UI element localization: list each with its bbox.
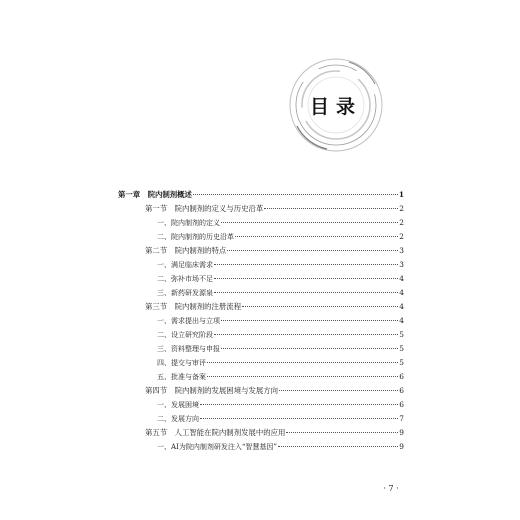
toc-item-row[interactable]	[118, 342, 404, 356]
toc-entry-page: 5	[399, 344, 404, 353]
toc-entry-page: 6	[399, 386, 404, 395]
page-number: · 7 ·	[383, 484, 399, 493]
toc-entry-label: 三、新药研发源泉	[157, 289, 213, 297]
toc-entry-label: 第四节 院内制剂的发展困境与发展方向	[145, 386, 279, 395]
toc-item-row[interactable]	[118, 370, 404, 384]
toc-entry-page: 4	[399, 274, 404, 283]
dot-leader	[214, 278, 398, 279]
toc-entry-page: 7	[399, 414, 404, 423]
dot-leader	[235, 236, 398, 237]
toc-entry-page: 4	[399, 302, 404, 311]
toc-entry-page: 5	[399, 330, 404, 339]
toc-chapter-row[interactable]	[118, 188, 404, 202]
toc-item-row[interactable]	[118, 398, 404, 412]
toc-entry-label: 一、发展困境	[157, 401, 199, 409]
toc-entry-label: 二、弥补市场不足	[157, 275, 213, 283]
dot-leader	[286, 432, 398, 433]
toc-entry-page: 3	[399, 260, 404, 269]
toc-entry-page: 2	[399, 218, 404, 227]
toc-title: 目录	[309, 95, 362, 118]
dot-leader	[264, 208, 398, 209]
toc-entry-label: 二、院内制剂的历史沿革	[157, 233, 234, 241]
dot-leader	[214, 334, 398, 335]
toc-item-row[interactable]	[118, 272, 404, 286]
table-of-contents	[118, 188, 404, 454]
toc-entry-label: 第一节 院内制剂的定义与历史沿革	[145, 204, 264, 213]
toc-entry-page: 5	[399, 358, 404, 367]
toc-section-row[interactable]	[118, 384, 404, 398]
dot-leader	[242, 306, 398, 307]
toc-item-row[interactable]	[118, 314, 404, 328]
dot-leader	[221, 320, 398, 321]
toc-item-row[interactable]	[118, 440, 404, 454]
dot-leader	[207, 376, 398, 377]
dot-leader	[200, 404, 398, 405]
toc-entry-label: 五、批准与备案	[157, 373, 206, 381]
toc-item-row[interactable]	[118, 356, 404, 370]
toc-entry-label: 四、提交与审评	[157, 359, 206, 367]
toc-entry-page: 2	[399, 204, 404, 213]
toc-entry-label: 一、满足临床需求	[157, 261, 213, 269]
toc-entry-page: 3	[399, 246, 404, 255]
toc-entry-label: 二、发展方向	[157, 415, 199, 423]
toc-entry-label: 一、需求提出与立项	[157, 317, 220, 325]
dot-leader	[221, 348, 398, 349]
toc-entry-page: 9	[399, 428, 404, 437]
toc-item-row[interactable]	[118, 216, 404, 230]
toc-entry-label: 一、院内制剂的定义	[157, 219, 220, 227]
dot-leader	[200, 418, 398, 419]
toc-entry-page: 9	[399, 442, 404, 451]
toc-item-row[interactable]	[118, 328, 404, 342]
dot-leader	[227, 250, 398, 251]
toc-entry-page: 4	[399, 316, 404, 325]
toc-entry-page: 4	[399, 288, 404, 297]
dot-leader	[279, 390, 398, 391]
dot-leader	[278, 446, 398, 447]
dot-leader	[221, 222, 398, 223]
toc-entry-label: 二、设立研究阶段	[157, 331, 213, 339]
toc-section-row[interactable]	[118, 244, 404, 258]
toc-item-row[interactable]	[118, 230, 404, 244]
toc-section-row[interactable]	[118, 300, 404, 314]
dot-leader	[214, 264, 398, 265]
toc-entry-label: 第三节 院内制剂的注册流程	[145, 302, 242, 311]
toc-item-row[interactable]	[118, 412, 404, 426]
dot-leader	[214, 292, 398, 293]
toc-entry-page: 2	[399, 232, 404, 241]
toc-entry-label: 一、AI为院内制剂研发注入“智慧基因”	[157, 443, 277, 451]
toc-entry-label: 三、资料整理与申报	[157, 345, 220, 353]
toc-entry-page: 6	[399, 372, 404, 381]
toc-entry-label: 第五节 人工智能在院内制剂发展中的应用	[145, 428, 286, 437]
toc-entry-page: 1	[398, 190, 404, 199]
toc-item-row[interactable]	[118, 286, 404, 300]
dot-leader	[193, 194, 398, 195]
toc-section-row[interactable]	[118, 202, 404, 216]
toc-section-row[interactable]	[118, 426, 404, 440]
toc-item-row[interactable]	[118, 258, 404, 272]
toc-entry-label: 第一章 院内制剂概述	[118, 190, 192, 199]
dot-leader	[207, 362, 398, 363]
toc-entry-page: 6	[399, 400, 404, 409]
toc-entry-label: 第二节 院内制剂的特点	[145, 246, 227, 255]
